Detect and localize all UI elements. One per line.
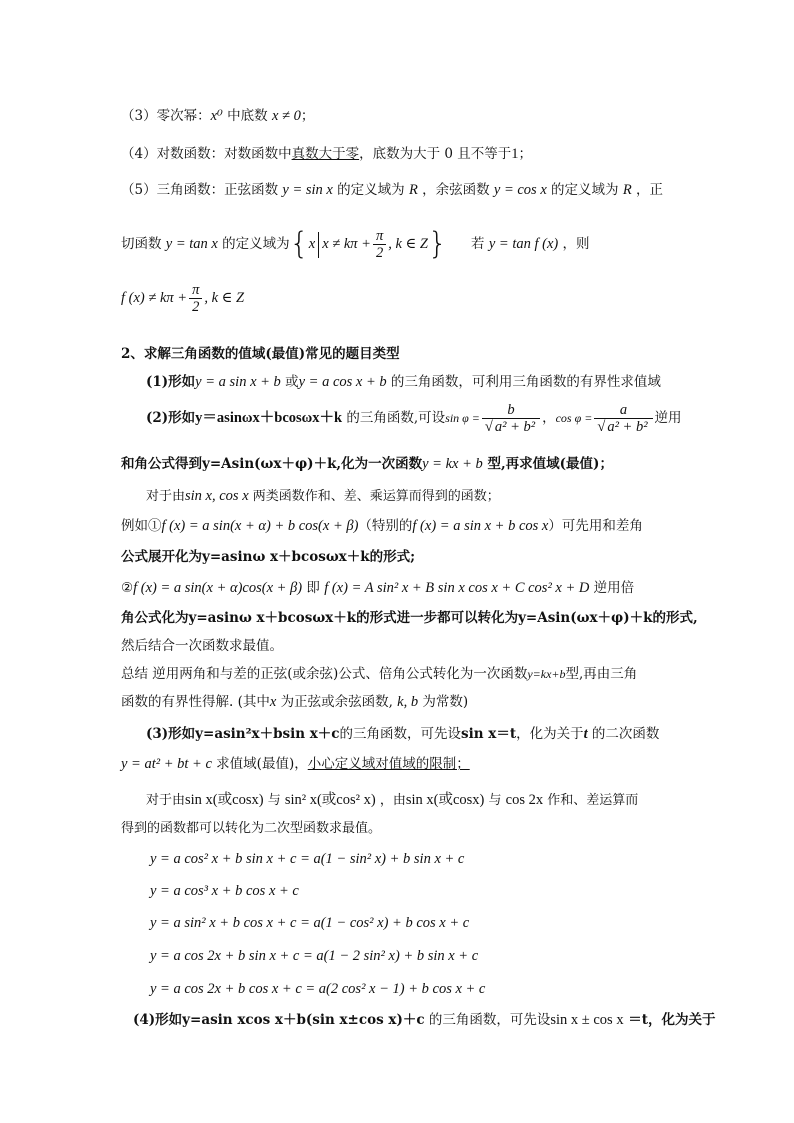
math-expr: y = cos x: [493, 182, 547, 198]
rule-text: 的定义域为: [332, 182, 409, 198]
case-label: (1)形如: [146, 374, 196, 390]
math-expr: sin x ± cos x: [550, 1012, 624, 1028]
math-expr: sin² x(或cos² x): [284, 792, 376, 808]
case-text: 和角公式得到: [121, 456, 202, 472]
fraction: $\frac{a}{\text{√ a² + b²}}$: [594, 402, 652, 435]
math-expr: y=Asin(ωx＋φ)＋k: [202, 456, 337, 472]
rule-zero-power: [121, 106, 314, 126]
rule-text: ，则: [558, 236, 590, 252]
math-expr: y = at² + bt + c: [121, 756, 212, 772]
section-title: 2、求解三角函数的值域(最值)常见的题目类型: [121, 346, 400, 362]
example-2: ②f (x) = a sin(x + α)cos(x + β) 即 f (x) = A sin² x + B sin x cos x + C cos² x + D 逆用倍: [121, 580, 635, 596]
math-expr: x⁰: [210, 108, 223, 124]
math-expr: f (x) = a sin(x + α) + b cos(x + β): [161, 518, 359, 534]
rule-trig-line3: [121, 280, 244, 316]
case-text: ，: [542, 410, 556, 426]
math-expr: x ≠ 0: [271, 108, 301, 124]
rule-text: 切函数: [121, 236, 166, 252]
math-expr: sin x(或cosx): [405, 792, 485, 808]
math-expr: sin x, cos x: [185, 488, 249, 504]
example-1-line2: 公式展开化为y=asinω x＋bcosωx＋k的形式;: [121, 549, 416, 565]
math-expr: y = a sin x + b: [195, 374, 281, 390]
underlined-text: 真数大于零: [291, 146, 360, 162]
equation-2: y = a cos³ x + b cos x + c: [150, 883, 299, 899]
math-expr: x: [269, 694, 277, 710]
rule-text: 的定义域为: [217, 236, 290, 252]
rule-text: ，底数为大于 0 且不等于: [359, 146, 512, 162]
fraction: $\frac{b}{\text{√ a² + b²}}$: [482, 402, 540, 435]
math-expr: , k ∈ Z: [204, 290, 245, 306]
rule-trig-line1: [121, 180, 663, 200]
math-expr: sin x＝t: [461, 726, 517, 742]
math-expr: y=asin²x＋bsin x＋c: [195, 726, 340, 742]
math-expr: y=kx+b: [527, 667, 566, 681]
math-expr: y=asinω x＋bcosωx＋k: [188, 610, 357, 626]
math-expr: y = sin x: [282, 182, 333, 198]
underlined-text: 小心定义域对值域的限制；: [307, 756, 470, 772]
equation-4: y = a cos 2x + b sin x + c = a(1 − 2 sin² x) + b sin x + c: [150, 948, 479, 964]
math-expr: sin φ =: [445, 411, 480, 425]
case-2-line2: [121, 454, 613, 474]
math-expr: y=Asin(ωx＋φ)＋k: [518, 610, 653, 626]
rule-label: （4）对数函数：对数函数中: [121, 146, 292, 162]
case-3: (3)形如y=asin²x＋bsin x＋c的三角函数，可先设sin x＝t，化为关于t 的二次函数: [146, 726, 660, 742]
case-text: 型,再求值域(最值)；: [482, 456, 613, 472]
math-expr: f (x) = a sin x + b cos x: [412, 518, 549, 534]
rule-text: ；: [518, 146, 533, 162]
equation-3: y = a sin² x + b cos x + c = a(1 − cos² x) + b cos x + c: [150, 915, 470, 931]
math-expr: cos φ =: [555, 411, 593, 425]
right-brace: }: [427, 226, 448, 262]
case-1: [146, 372, 661, 392]
case-text: 逆用: [654, 410, 682, 426]
math-expr: x: [308, 236, 316, 252]
rule-trig-line2: [121, 226, 590, 262]
fraction: $\frac{\pi}{2}$: [189, 282, 202, 315]
math-expr: f (x) = A sin² x + B sin x cos x + C cos² x + D: [324, 580, 590, 596]
case-2: [146, 398, 682, 438]
math-expr: y = tan x: [165, 236, 218, 252]
math-expr: x ≠ kπ +: [322, 236, 371, 252]
rule-text: ，余弦函数: [417, 182, 494, 198]
math-expr: R: [622, 182, 632, 198]
math-expr: y = tan f (x): [488, 236, 559, 252]
math-expr: y＝asinωx＋bcosωx＋k: [195, 410, 343, 426]
math-expr: f (x) = a sin(x + α)cos(x + β): [133, 580, 303, 596]
rule-label: （5）三角函数：正弦函数: [121, 182, 283, 198]
note-line-2b: 得到的函数都可以转化为二次型函数求最值。: [121, 821, 382, 836]
rule-text: 中底数: [222, 108, 272, 124]
math-expr: R: [408, 182, 418, 198]
left-brace: {: [289, 226, 309, 262]
equation-1: y = a cos² x + b sin x + c = a(1 − sin² x) + b sin x + c: [150, 851, 465, 867]
example-1: 例如①f (x) = a sin(x + α) + b cos(x + β)（特别的f (x) = a sin x + b cos x）可先用和差角: [121, 518, 643, 534]
note-line-2: 对于由sin x(或cosx) 与 sin² x(或cos² x) ，由sin x(或cosx) 与 cos 2x 作和、差运算而: [146, 792, 639, 808]
rule-text: 的定义域为: [546, 182, 623, 198]
rule-text: ，正: [631, 182, 664, 198]
math-expr: y=asin xcos x＋b(sin x±cos x)＋c: [182, 1012, 425, 1028]
math-expr: y=asinω x＋bcosωx＋k: [202, 549, 370, 565]
math-expr: t: [583, 726, 588, 742]
case-label: (4)形如: [133, 1012, 183, 1028]
math-expr: 1: [511, 146, 519, 162]
case-text: 的三角函数,可设: [342, 410, 446, 426]
note-line: 对于由sin x, cos x 两类函数作和、差、乘运算而得到的函数；: [146, 488, 500, 504]
math-expr: cos 2x: [505, 792, 544, 808]
math-expr: f (x) ≠ kπ +: [121, 290, 188, 306]
case-label: (3)形如: [146, 726, 196, 742]
case-text: 或: [280, 374, 299, 390]
equation-5: y = a cos 2x + b cos x + c = a(2 cos² x − 1) + b cos x + c: [150, 981, 486, 997]
rule-text: ；: [300, 108, 315, 124]
rule-text: 若: [471, 236, 489, 252]
math-expr: sin x(或cosx): [185, 792, 264, 808]
case-label: (2)形如: [146, 410, 196, 426]
case-text: ,化为一次函数: [336, 456, 423, 472]
set-divider: [318, 232, 319, 258]
rule-label: （3）零次幂：: [121, 108, 211, 124]
summary: 总结 逆用两角和与差的正弦(或余弦)公式、倍角公式转化为一次函数y=kx+b型,再由三角: [121, 666, 638, 682]
math-expr: , k ∈ Z: [388, 236, 428, 252]
summary-line2: 函数的有界性得解. (其中x 为正弦或余弦函数, k, b 为常数): [121, 694, 469, 710]
rule-log: [121, 144, 532, 164]
example-2-line2: 角公式化为y=asinω x＋bcosωx＋k的形式进一步都可以转化为y=Asin(ωx＋φ)＋k的形式,: [121, 610, 698, 626]
case-text: 的三角函数，可利用三角函数的有界性求值域: [386, 374, 661, 390]
case-3-line2: y = at² + bt + c 求值域(最值)，小心定义域对值域的限制；: [121, 756, 470, 772]
math-expr: k, b: [397, 694, 419, 710]
math-expr: y = a cos x + b: [298, 374, 387, 390]
case-4: (4)形如y=asin xcos x＋b(sin x±cos x)＋c 的三角函数，可先设sin x ± cos x ＝t，化为关于: [133, 1012, 716, 1028]
fraction: $\frac{\pi}{2}$: [373, 228, 386, 261]
example-2-line3: 然后结合一次函数求最值。: [121, 638, 283, 654]
math-expr: y = kx + b: [422, 456, 483, 472]
